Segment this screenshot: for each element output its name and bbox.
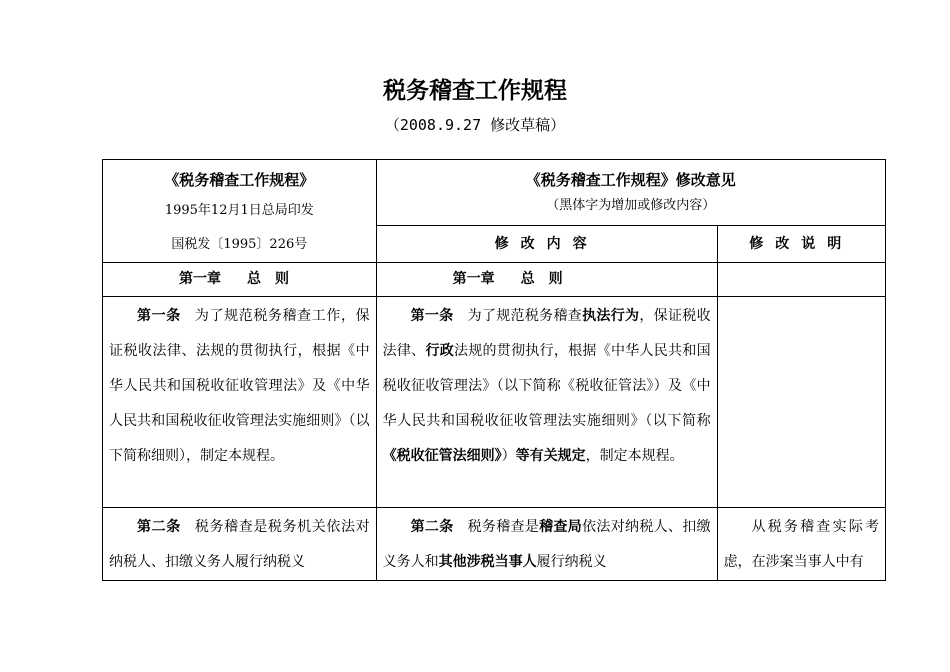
chapter-name: 总 则: [520, 271, 563, 287]
original-header-cell: [103, 160, 377, 263]
article-text: 法规的贯彻执行，根据《中华人民共和国税收征收管理法》（以下简称《税收征管法》）及《中华人民共和国税收征收管理法实施细则》（以下简称: [382, 343, 711, 429]
article1-revised: [376, 297, 717, 508]
article-text: 依法对纳税人、扣缴义务人和: [382, 519, 711, 570]
document-title: 税务稽查工作规程: [383, 78, 567, 104]
revised-text-bold: 其他涉税当事人: [438, 554, 537, 570]
revised-text-bold: 稽查局: [539, 519, 583, 535]
article-text: 为了规范税务稽查: [467, 308, 583, 324]
article1-original: [103, 297, 377, 508]
article-text: 税务稽查是税务机关依法对纳税人、扣缴义务人履行纳税义: [109, 519, 370, 570]
article1-explain: [717, 297, 885, 508]
article2-revised: [376, 508, 717, 581]
chapter-row: [103, 263, 886, 297]
article-text: 为了规范税务稽查工作，保证税收法律、法规的贯彻执行，根据《中华人民共和国税收征收管理法》及《中华人民共和国税收征收管理法实施细则》（以下简称细则），制定本规程。: [109, 308, 370, 464]
original-issue-date: 1995年12月1日总局印发: [164, 203, 314, 218]
revised-text-bold: 执法行为: [582, 308, 640, 324]
article-text: 履行纳税义: [536, 554, 607, 570]
chapter-number: 第一章: [452, 271, 495, 287]
comparison-table: [102, 159, 886, 581]
revision-header-cell: [376, 160, 885, 226]
original-doc-number: 国税发〔1995〕226号: [171, 237, 308, 252]
column-header-explain: 修改说明: [717, 225, 885, 262]
chapter-number: 第一章: [179, 271, 221, 287]
revision-title: 《税务稽查工作规程》修改意见: [525, 171, 736, 189]
article-heading: 第二条: [410, 519, 454, 535]
explain-text: 从税务稽查实际考虑，在涉案当事人中有: [723, 519, 879, 570]
revision-note: （黑体字为增加或修改内容）: [546, 198, 716, 213]
article2-original: [103, 508, 377, 581]
article-heading: 第一条: [137, 308, 181, 324]
article-text: 税务稽查是: [467, 519, 540, 535]
original-title: 《税务稽查工作规程》: [164, 171, 315, 189]
article2-explain: [717, 508, 885, 581]
article-text: ，保证税收法律、: [382, 308, 711, 359]
chapter-left: [103, 263, 377, 297]
document-subtitle: （2008.9.27 修改草稿）: [384, 116, 566, 134]
chapter-explain-cell: [717, 263, 885, 297]
revised-text-bold: 行政: [425, 343, 454, 359]
article-text: ）: [501, 448, 516, 464]
revised-text-bold: 《税收征管法细则》: [382, 448, 502, 464]
revised-text-bold: 等有关规定: [515, 448, 586, 464]
article-heading: 第一条: [410, 308, 454, 324]
article-text: ，制定本规程。: [585, 448, 684, 464]
chapter-name: 总 则: [247, 271, 289, 287]
column-header-content: 修改内容: [376, 225, 717, 262]
article-heading: 第二条: [137, 519, 181, 535]
table-row: [103, 508, 886, 581]
table-header-row: [103, 160, 886, 226]
chapter-right: [376, 263, 717, 297]
table-row: [103, 297, 886, 508]
